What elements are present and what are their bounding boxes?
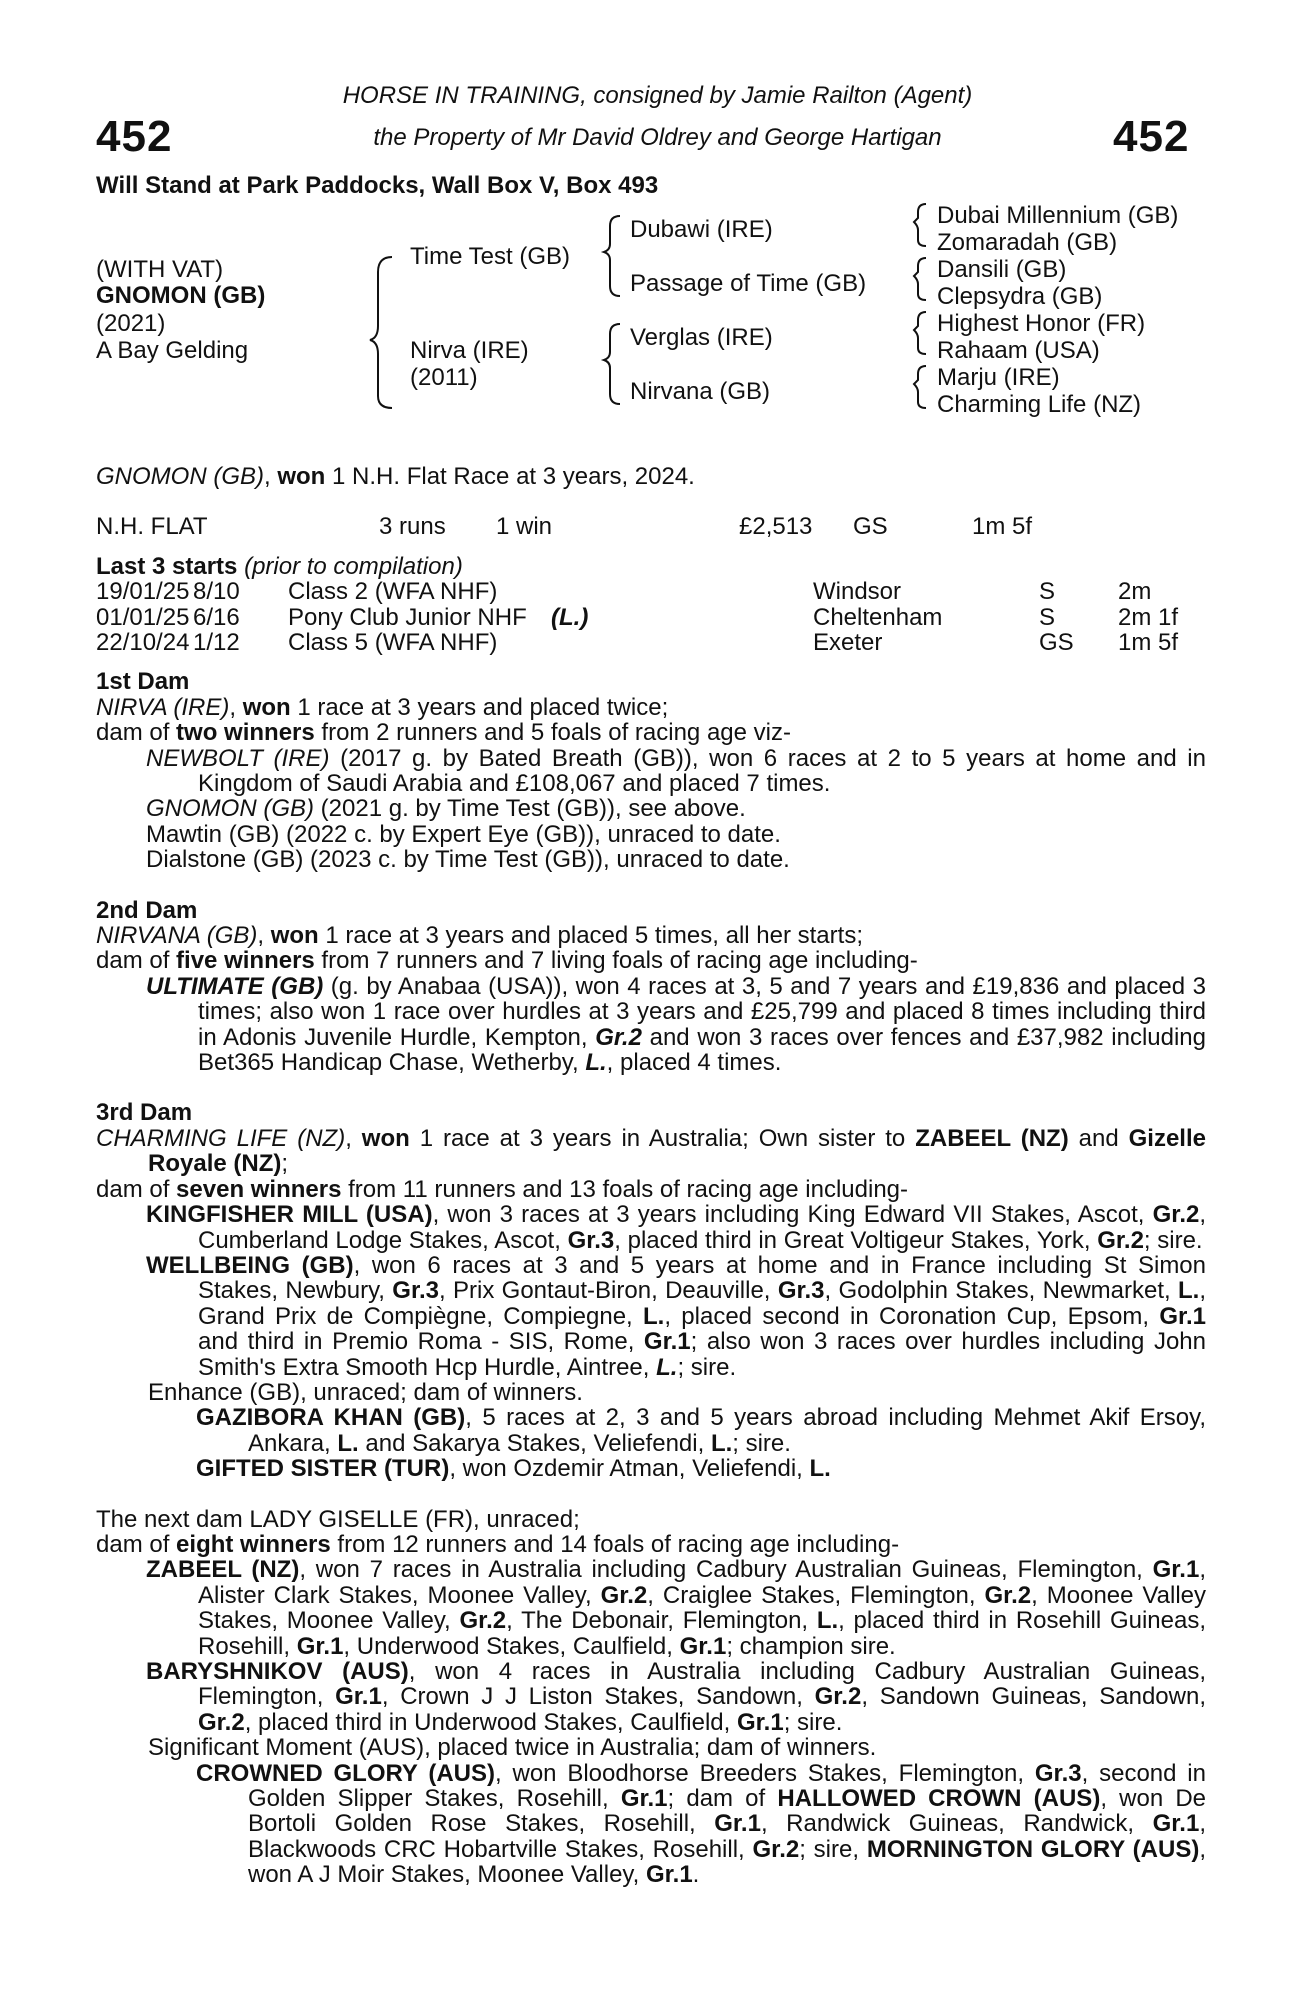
sire-dam: Passage of Time (GB) (630, 270, 867, 297)
produce-item: GNOMON (GB) (2021 g. by Time Test (GB)), see above. (146, 795, 746, 823)
start-date: 22/10/24 (96, 628, 190, 656)
dam: Nirva (IRE) (410, 337, 529, 364)
gen3-2: Zomaradah (GB) (937, 229, 1118, 256)
produce-item: GIFTED SISTER (TUR), won Ozdemir Atman, Veliefendi, L. (196, 1455, 831, 1483)
dam4-line: The next dam LADY GISELLE (FR), unraced; (96, 1505, 580, 1533)
brace-g3-2 (914, 258, 926, 300)
produce-item: Mawtin (GB) (2022 c. by Expert Eye (GB)), unraced to date. (146, 820, 781, 848)
dam3-line: CHARMING LIFE (NZ), won 1 race at 3 years in Australia; Own sister to ZABEEL (NZ) and Gizelle Royale (NZ); (96, 1124, 1206, 1178)
dam1-line: NIRVA (IRE), won 1 race at 3 years and placed twice; (96, 693, 669, 721)
start-dist: 2m 1f (1118, 603, 1179, 631)
lot-number-left: 452 (96, 112, 173, 161)
brace-sire (604, 216, 620, 296)
start-going: S (1039, 578, 1056, 606)
brace-gen1 (370, 257, 392, 408)
start-date: 01/01/25 (96, 603, 190, 631)
dam3-produce-line: dam of seven winners from 11 runners and 13 foals of racing age including- (96, 1175, 909, 1203)
dam2-produce-line: dam of five winners from 7 runners and 7 living foals of racing age including- (96, 947, 918, 975)
start-course: Exeter (813, 628, 883, 656)
horse-description: A Bay Gelding (96, 337, 249, 364)
gen3-6: Rahaam (USA) (937, 337, 1100, 364)
spacer (96, 873, 1206, 898)
gen3-7: Marju (IRE) (937, 364, 1060, 391)
stand-location: Will Stand at Park Paddocks, Wall Box V, Box 493 (96, 172, 659, 199)
lot-number-right: 452 (1113, 112, 1190, 161)
start-going: S (1039, 603, 1056, 631)
gen3-4: Clepsydra (GB) (937, 283, 1103, 310)
dam-year: (2011) (410, 364, 478, 391)
brace-g3-4 (914, 366, 926, 408)
produce-item: Dialstone (GB) (2023 c. by Time Test (GB)), unraced to date. (146, 846, 790, 874)
sire: Time Test (GB) (410, 243, 571, 270)
dam4-produce-line: dam of eight winners from 12 runners and 14 foals of racing age including- (96, 1530, 900, 1558)
spacer (96, 655, 1206, 669)
dam3-heading: 3rd Dam (96, 1099, 193, 1127)
dam-dam: Nirvana (GB) (630, 378, 771, 405)
dam1-heading: 1st Dam (96, 668, 190, 696)
produce-item: CROWNED GLORY (AUS), won Bloodhorse Breeders Stakes, Flemington, Gr.3, second in Golden Slipper Stakes, Rosehill, Gr.1; dam of HALLOWED CROWN (AUS), won De Bortoli Golden Rose Stakes, Rosehill, Gr.1, Randwick Guineas, Randwick, Gr.1, Blackwoods CRC Hobartville Stakes, Rosehill, Gr.2; sire, MORNINGTON GLORY (AUS), won A J Moir Stakes, Moonee Valley, Gr.1. (196, 1759, 1207, 1889)
gen3-5: Highest Honor (FR) (937, 310, 1146, 337)
produce-item: WELLBEING (GB), won 6 races at 3 and 5 years at home and in France including St Simon Stakes, Newbury, Gr.3, Prix Gontaut-Biron, Deauville, Gr.3, Godolphin Stakes, Newmarket, L., Grand Prix de Compiègne, Compiegne, L., placed second in Coronation Cup, Epsom, Gr.1 and third in Premio Roma - SIS, Rome, Gr.1; also won 3 races over hurdles including John Smith's Extra Smooth Hcp Hurdle, Aintree, L.; sire. (146, 1251, 1207, 1381)
spacer (96, 1075, 1206, 1100)
start-course: Cheltenham (813, 603, 943, 631)
spacer (96, 540, 1206, 554)
start-race: Class 2 (WFA NHF) (288, 578, 498, 606)
gen3-8: Charming Life (NZ) (937, 391, 1142, 418)
produce-item: Enhance (GB), unraced; dam of winners. (148, 1378, 583, 1406)
consignor-line: HORSE IN TRAINING, consigned by Jamie Railton (Agent) (342, 82, 973, 109)
vat-label: (WITH VAT) (96, 256, 224, 283)
brace-g3-1 (914, 204, 926, 246)
owner-line: the Property of Mr David Oldrey and George Hartigan (373, 124, 942, 151)
produce-item: NEWBOLT (IRE) (2017 g. by Bated Breath (GB)), won 6 races at 2 to 5 years at home and in Kingdom of Saudi Arabia and £108,067 and placed 7 times. (146, 744, 1206, 797)
start-course: Windsor (813, 578, 902, 606)
start-pos: 8/10 (193, 578, 240, 606)
start-pos: 1/12 (193, 628, 240, 656)
last-start-row (96, 605, 1206, 630)
start-dist: 2m (1118, 578, 1152, 606)
dam2-line: NIRVANA (GB), won 1 race at 3 years and placed 5 times, all her starts; (96, 922, 863, 950)
brace-g3-3 (914, 312, 926, 354)
start-dist: 1m 5f (1118, 628, 1179, 656)
produce-item: BARYSHNIKOV (AUS), won 4 races in Australia including Cadbury Australian Guineas, Flemington, Gr.1, Crown J J Liston Stakes, Sandown, Gr.2, Sandown Guineas, Sandown, Gr.2, placed third in Underwood Stakes, Caulfield, Gr.1; sire. (146, 1658, 1207, 1736)
start-race: Class 5 (WFA NHF) (288, 628, 498, 656)
start-going: GS (1039, 628, 1074, 656)
spacer (96, 1482, 1206, 1507)
start-listed: (L.) (551, 603, 589, 631)
horse-name: GNOMON (GB) (96, 282, 266, 309)
horse-year: (2021) (96, 310, 166, 337)
produce-item: Significant Moment (AUS), placed twice in Australia; dam of winners. (148, 1734, 877, 1762)
produce-item: ULTIMATE (GB) (g. by Anabaa (USA)), won 4 races at 3, 5 and 7 years and £19,836 and placed 3 times; also won 1 race over hurdles at 3 years and £25,799 and placed 8 times including third in Adonis Juvenile Hurdle, Kempton, Gr.2 and won 3 races over fences and £37,982 including Bet365 Handicap Chase, Wetherby, L., placed 4 times. (146, 972, 1206, 1077)
gen3-1: Dubai Millennium (GB) (937, 202, 1179, 229)
pedigree-braces (0, 0, 1315, 430)
last-starts-table (96, 579, 1206, 655)
last-start-row (96, 579, 1206, 604)
dam-sire: Verglas (IRE) (630, 324, 773, 351)
sire-sire: Dubawi (IRE) (630, 216, 773, 243)
produce-item: ZABEEL (NZ), won 7 races in Australia including Cadbury Australian Guineas, Flemington, Gr.1, Alister Clark Stakes, Moonee Valley, Gr.2, Craiglee Stakes, Flemington, Gr.2, Moonee Valley Stakes, Moonee Valley, Gr.2, The Debonair, Flemington, L., placed third in Rosehill Guineas, Rosehill, Gr.1, Underwood Stakes, Caulfield, Gr.1; champion sire. (146, 1556, 1206, 1660)
race-record-body (96, 464, 1206, 1888)
summary-line: GNOMON (GB), won 1 N.H. Flat Race at 3 years, 2024. (96, 463, 695, 490)
produce-item: GAZIBORA KHAN (GB), 5 races at 2, 3 and 5 years abroad including Mehmet Akif Ersoy, Ankara, L. and Sakarya Stakes, Veliefendi, L.; sire. (196, 1404, 1207, 1457)
gen3-3: Dansili (GB) (937, 256, 1067, 283)
last-starts-heading: Last 3 starts (prior to compilation) (96, 552, 463, 580)
spacer (96, 489, 1206, 514)
dam1-produce-line: dam of two winners from 2 runners and 5 foals of racing age viz- (96, 719, 791, 747)
produce-item: KINGFISHER MILL (USA), won 3 races at 3 years including King Edward VII Stakes, Ascot, Gr.2, Cumberland Lodge Stakes, Ascot, Gr.3, placed third in Great Voltigeur Stakes, York, Gr.2; sire. (146, 1201, 1207, 1254)
start-pos: 6/16 (193, 603, 240, 631)
record-row: N.H. FLAT 3 runs 1 win £2,513 GS 1m 5f (96, 513, 1033, 541)
brace-dam (604, 324, 620, 404)
last-start-row (96, 630, 1206, 655)
start-date: 19/01/25 (96, 578, 190, 606)
start-race: Pony Club Junior NHF (288, 603, 527, 631)
dam2-heading: 2nd Dam (96, 896, 198, 924)
